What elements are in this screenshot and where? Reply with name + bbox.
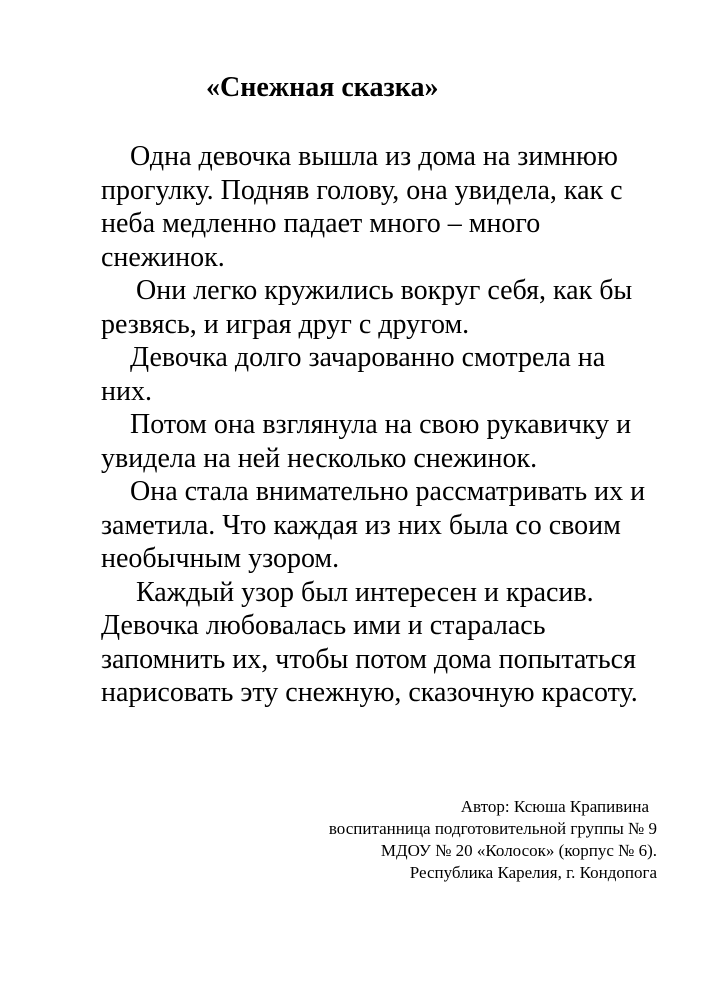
story-line: Девочка любовалась ими и старалась bbox=[101, 610, 546, 641]
story-line: нарисовать эту снежную, сказочную красоту. bbox=[101, 677, 638, 708]
story-line: прогулку. Подняв голову, она увидела, как с bbox=[101, 174, 623, 206]
story-line: резвясь, и играя друг с другом. bbox=[101, 308, 470, 340]
story-line: Одна девочка вышла из дома на зимнюю bbox=[130, 141, 618, 172]
story-line: запомнить их, чтобы потом дома попытаться bbox=[101, 643, 636, 675]
story-title: «Снежная сказка» bbox=[206, 72, 439, 103]
author-group: воспитанница подготовительной группы № 9 bbox=[328, 819, 657, 838]
author-school: МДОУ № 20 «Колосок» (корпус № 6). bbox=[380, 841, 657, 860]
story-line: них. bbox=[101, 375, 152, 407]
story-line: неба медленно падает много – много bbox=[101, 208, 541, 239]
author-credits bbox=[329, 796, 657, 884]
story-line: увидела на ней несколько снежинок. bbox=[101, 442, 538, 474]
story-body bbox=[101, 140, 681, 710]
story-line: Каждый узор был интересен и красив. bbox=[136, 576, 594, 608]
story-line: Потом она взглянула на свою рукавичку и bbox=[130, 409, 632, 440]
story-line: снежинок. bbox=[101, 241, 225, 273]
author-name: Автор: Ксюша Крапивина bbox=[460, 797, 649, 816]
story-line: Она стала внимательно рассматривать их и bbox=[130, 476, 646, 507]
story-line: Девочка долго зачарованно смотрела на bbox=[130, 342, 606, 373]
story-line: необычным узором. bbox=[101, 543, 340, 574]
story-line: Они легко кружились вокруг себя, как бы bbox=[136, 275, 633, 306]
author-location: Республика Карелия, г. Кондопога bbox=[409, 863, 657, 882]
story-line: заметила. Что каждая из них была со своим bbox=[101, 509, 621, 541]
